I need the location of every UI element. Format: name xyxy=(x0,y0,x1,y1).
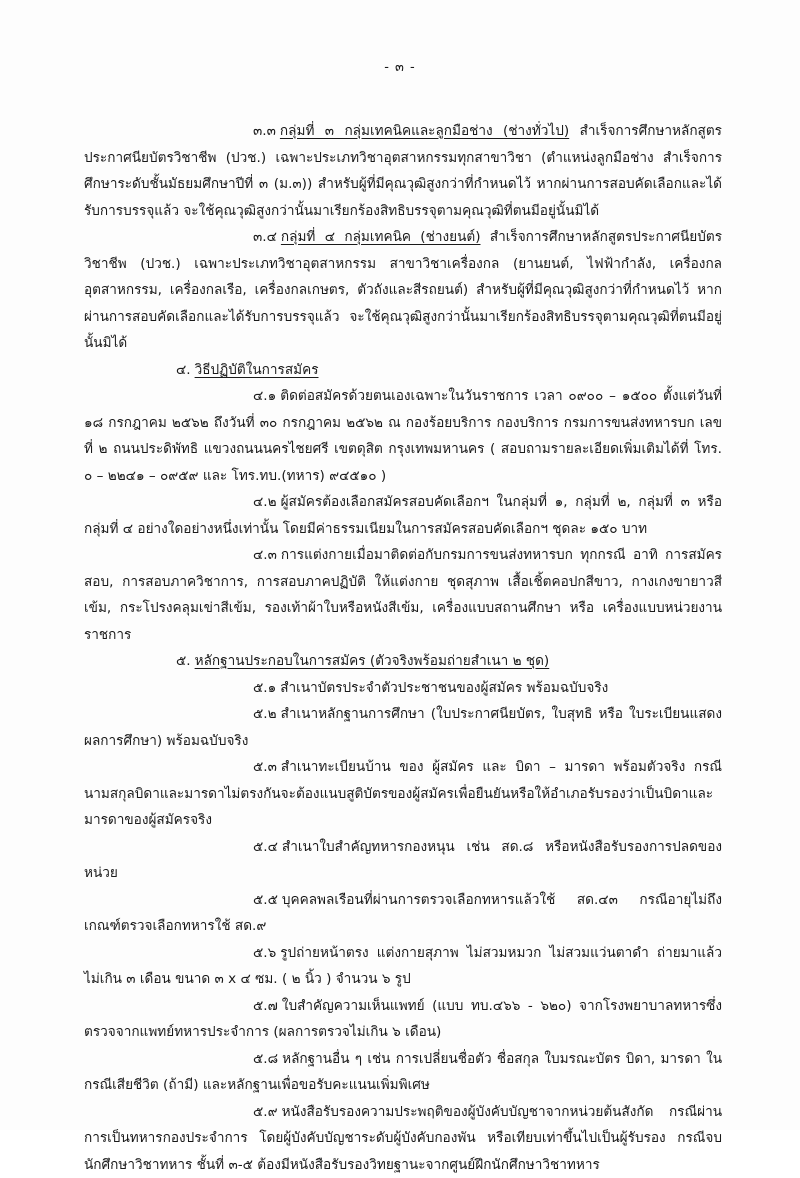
item-text: สำเนาบัตรประจำตัวประชาชนของผู้สมัคร พร้อมฉบับจริง xyxy=(280,680,608,696)
item-number: ๕.๑ xyxy=(253,680,276,696)
item-text: รูปถ่ายหน้าตรง แต่งกายสุภาพ ไม่สวมหมวก ไม่สวมแว่นตาดำ ถ่ายมาแล้วไม่เกิน ๓ เดือน ขนาด ๓ x ๔ ซม. ( ๒ นิ้ว ) จำนวน ๖ รูป xyxy=(84,945,722,988)
section-heading: กลุ่มที่ ๓ กลุ่มเทคนิคและลูกมือช่าง (ช่างทั่วไป) xyxy=(280,123,569,139)
item-number: ๕.๓ xyxy=(253,759,277,775)
item-4-3 xyxy=(84,542,722,648)
section-text: สำเร็จการศึกษาหลักสูตรประกาศนียบัตรวิชาชีพ (ปวช.) เฉพาะประเภทวิชาอุตสาหกรรมทุกสาขาวิชา (ตำแหน่งลูกมือช่าง สำเร็จการศึกษาระดับชั้นมัธยมศึกษาปีที่ ๓ (ม.๓)) สำหรับผู้ที่มีคุณวุฒิสูงกว่าที่กำหนดไว้ หากผ่านการสอบคัดเลือกและได้รับการบรรจุแล้ว จะใช้คุณวุฒิสูงกว่านั้นมาเรียกร้องสิทธิบรรจุตามคุณวุฒิที่ตนมีอยู่นั้นมิได้ xyxy=(84,123,722,219)
section-text: สำเร็จการศึกษาหลักสูตรประกาศนียบัตรวิชาชีพ (ปวช.) เฉพาะประเภทวิชาอุตสาหกรรม สาขาวิชาเครื่องกล (ยานยนต์, ไฟฟ้ากำลัง, เครื่องกลอุตสาหกรรม, เครื่องกลเรือ, เครื่องกลเกษตร, ตัวถังและสีรถยนต์) สำหรับผู้ที่มีคุณวุฒิสูงกว่าที่กำหนดไว้ หากผ่านการสอบคัดเลือกและได้รับการบรรจุแล้ว จะใช้คุณวุฒิสูงกว่านั้นมาเรียกร้องสิทธิบรรจุตามคุณวุฒิที่ตนมีอยู่นั้นมิได้ xyxy=(84,229,722,351)
item-5-9 xyxy=(84,1099,722,1178)
item-4-2 xyxy=(84,489,722,542)
item-text: ใบสำคัญความเห็นแพทย์ (แบบ ทบ.๔๖๖ - ๖๒๐) จากโรงพยาบาลทหารซึ่งตรวจจากแพทย์ทหารประจำการ (ผลการตรวจไม่เกิน ๖ เดือน) xyxy=(84,998,722,1041)
item-5-4 xyxy=(84,834,722,887)
item-text: สำเนาหลักฐานการศึกษา (ใบประกาศนียบัตร, ใบสุทธิ หรือ ใบระเบียนแสดงผลการศึกษา) พร้อมฉบับจริง xyxy=(84,706,722,749)
item-5-2 xyxy=(84,701,722,754)
section-heading: กลุ่มที่ ๔ กลุ่มเทคนิค (ช่างยนต์) xyxy=(281,229,481,245)
item-text: การแต่งกายเมื่อมาติดต่อกับกรมการขนส่งทหารบก ทุกกรณี อาทิ การสมัครสอบ, การสอบภาควิชาการ, การสอบภาคปฏิบัติ ให้แต่งกาย ชุดสุภาพ เสื้อเชิ้ตคอปกสีขาว, กางเกงขายาวสีเข้ม, กระโปรงคลุมเข่าสีเข้ม, รองเท้าผ้าใบหรือหนังสีเข้ม, เครื่องแบบสถานศึกษา หรือ เครื่องแบบหน่วยงานราชการ xyxy=(84,547,722,643)
section-3-3 xyxy=(84,118,722,224)
item-5-8 xyxy=(84,1046,722,1099)
item-number: ๕.๗ xyxy=(253,998,278,1014)
item-text: สำเนาทะเบียนบ้าน ของ ผู้สมัคร และ บิดา – มารดา พร้อมตัวจริง กรณี นามสกุลบิดาและมารดาไม่ตรงกันจะต้องแนบสูติบัตรของผู้สมัครเพื่อยืนยันหรือให้อำเภอรับรองว่าเป็นบิดาและมารดาของผู้สมัครจริง xyxy=(84,759,722,828)
item-number: ๕.๕ xyxy=(253,892,278,908)
item-5-5 xyxy=(84,887,722,940)
item-text: ผู้สมัครต้องเลือกสมัครสอบคัดเลือกฯ ในกลุ่มที่ ๑, กลุ่มที่ ๒, กลุ่มที่ ๓ หรือกลุ่มที่ ๔ อย่างใดอย่างหนึ่งเท่านั้น โดยมีค่าธรรมเนียมในการสมัครสอบคัดเลือกฯ ชุดละ ๑๕๐ บาท xyxy=(84,494,722,537)
item-text: ติดต่อสมัครด้วยตนเองเฉพาะในวันราชการ เวลา ๐๙๐๐ – ๑๕๐๐ ตั้งแต่วันที่ ๑๘ กรกฎาคม ๒๕๖๒ ถึงวันที่ ๓๐ กรกฎาคม ๒๕๖๒ ณ กองร้อยบริการ กองบริการ กรมการขนส่งทหารบก เลขที่ ๒ ถนนประดิพัทธิ แขวงถนนนครไชยศรี เขตดุสิต กรุงเทพมหานคร ( สอบถามรายละเอียดเพิ่มเติมได้ที่ โทร. ๐ – ๒๒๔๑ – ๐๙๕๙ และ โทร.ทบ.(ทหาร) ๙๔๕๑๐ ) xyxy=(84,388,722,484)
item-5-6 xyxy=(84,940,722,993)
section-5-heading xyxy=(84,648,722,675)
item-number: ๔.๒ xyxy=(253,494,277,510)
item-number: ๔.๑ xyxy=(253,388,276,404)
item-5-1 xyxy=(84,675,722,702)
document-body xyxy=(84,118,722,1178)
page-number: - ๓ - xyxy=(0,56,800,77)
item-4-1 xyxy=(84,383,722,489)
item-number: ๕.๙ xyxy=(253,1104,278,1120)
item-number: ๕.๖ xyxy=(253,945,276,961)
section-number: ๕. xyxy=(176,653,191,669)
section-number: ๓.๔ xyxy=(253,229,277,245)
section-4-heading xyxy=(84,357,722,384)
item-number: ๕.๔ xyxy=(253,839,278,855)
item-5-7 xyxy=(84,993,722,1046)
section-3-4 xyxy=(84,224,722,357)
item-text: หลักฐานอื่น ๆ เช่น การเปลี่ยนชื่อตัว ชื่อสกุล ใบมรณะบัตร บิดา, มารดา ในกรณีเสียชีวิต (ถ้ามี) และหลักฐานเพื่อขอรับคะแนนเพิ่มพิเศษ xyxy=(84,1051,722,1094)
item-number: ๔.๓ xyxy=(253,547,277,563)
item-5-3 xyxy=(84,754,722,834)
item-number: ๕.๒ xyxy=(253,706,277,722)
section-number: ๓.๓ xyxy=(253,123,276,139)
section-heading: วิธีปฏิบัติในการสมัคร xyxy=(195,362,319,378)
item-text: สำเนาใบสำคัญทหารกองหนุน เช่น สด.๘ หรือหนังสือรับรองการปลดของหน่วย xyxy=(84,839,722,882)
item-number: ๕.๘ xyxy=(253,1051,278,1067)
section-heading: หลักฐานประกอบในการสมัคร (ตัวจริงพร้อมถ่ายสำเนา ๒ ชุด) xyxy=(195,653,550,669)
section-number: ๔. xyxy=(176,362,191,378)
item-text: บุคคลพลเรือนที่ผ่านการตรวจเลือกทหารแล้วใช้ สด.๔๓ กรณีอายุไม่ถึงเกณฑ์ตรวจเลือกทหารใช้ สด.๙ xyxy=(84,892,722,935)
item-text: หนังสือรับรองความประพฤติของผู้บังคับบัญชาจากหน่วยต้นสังกัด กรณีผ่านการเป็นทหารกองประจำการ โดยผู้บังคับบัญชาระดับผู้บังคับกองพัน หรือเทียบเท่าขึ้นไปเป็นผู้รับรอง กรณีจบนักศึกษาวิชาทหาร ชั้นที่ ๓-๕ ต้องมีหนังสือรับรองวิทยฐานะจากศูนย์ฝึกนักศึกษาวิชาทหาร xyxy=(84,1104,722,1173)
